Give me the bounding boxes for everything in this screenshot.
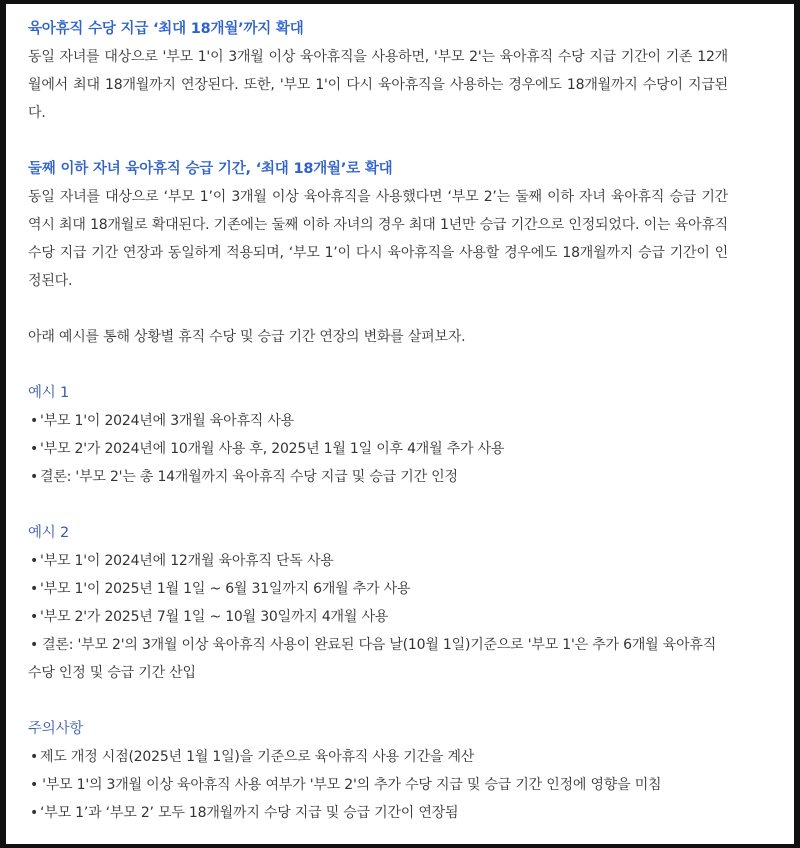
list-item bbox=[28, 575, 728, 603]
list-item bbox=[28, 799, 728, 827]
example-2-heading: 예시 2 bbox=[28, 525, 70, 541]
example-2-list bbox=[28, 547, 728, 687]
list-item bbox=[28, 547, 728, 575]
list-item-text: '부모 2'가 2024년에 10개월 사용 후, 2025년 1월 1일 이후 4개월 추가 사용 bbox=[40, 441, 505, 457]
bullet-icon: • bbox=[30, 749, 39, 765]
spacer bbox=[28, 491, 728, 519]
section-1-paragraph: 동일 자녀를 대상으로 '부모 1'이 3개월 이상 육아휴직을 사용하면, '부모 2'는 육아휴직 수당 지급 기간이 기존 12개월에서 최대 18개월까지 연장된다. 또한, '부모 1'이 다시 육아휴직을 사용하는 경우에도 18개월까지 수당이 지급된다. bbox=[28, 49, 728, 121]
list-item bbox=[28, 771, 728, 799]
spacer bbox=[28, 295, 728, 323]
example-1-heading: 예시 1 bbox=[28, 385, 70, 401]
spacer bbox=[28, 687, 728, 715]
list-item-text: '부모 2'가 2025년 7월 1일 ~ 10월 30일까지 4개월 사용 bbox=[40, 609, 389, 625]
bullet-icon: • bbox=[30, 469, 39, 485]
list-item-text: 결론: '부모 2'는 총 14개월까지 육아휴직 수당 지급 및 승급 기간 인정 bbox=[40, 469, 458, 485]
list-item-text: '부모 1'이 2025년 1월 1일 ~ 6월 31일까지 6개월 추가 사용 bbox=[40, 581, 411, 597]
list-item bbox=[28, 743, 728, 771]
notes-list bbox=[28, 743, 728, 827]
section-2-paragraph: 동일 자녀를 대상으로 ‘부모 1’이 3개월 이상 육아휴직을 사용했다면 ‘부모 2’는 둘째 이하 자녀 육아휴직 승급 기간 역시 최대 18개월로 확대된다. 기존에는 둘째 이하 자녀의 경우 최대 1년만 승급 기간으로 인정되었다. 이는 육아휴직 수당 지급 기간 연장과 동일하게 적용되며, ‘부모 1’이 다시 육아휴직을 사용할 경우에도 18개월까지 승급 기간이 인정된다. bbox=[28, 189, 728, 289]
spacer bbox=[28, 127, 728, 155]
bullet-icon: • bbox=[30, 553, 39, 569]
example-1-list bbox=[28, 407, 728, 491]
list-item-text: '부모 1'이 2024년에 3개월 육아휴직 사용 bbox=[40, 413, 295, 429]
list-item bbox=[28, 435, 728, 463]
bullet-icon: • bbox=[30, 413, 39, 429]
bullet-icon: • bbox=[30, 805, 39, 821]
bullet-icon: • bbox=[30, 637, 39, 653]
list-item bbox=[28, 463, 728, 491]
bullet-icon: • bbox=[30, 777, 39, 793]
section-2-heading: 둘째 이하 자녀 육아휴직 승급 기간, ‘최대 18개월’로 확대 bbox=[28, 161, 393, 177]
list-item-text: 제도 개정 시점(2025년 1월 1일)을 기준으로 육아휴직 사용 기간을 계산 bbox=[40, 749, 475, 765]
list-item-text: '부모 1'이 2024년에 12개월 육아휴직 단독 사용 bbox=[40, 553, 334, 569]
notes-heading: 주의사항 bbox=[28, 721, 84, 737]
spacer bbox=[28, 351, 728, 379]
bullet-icon: • bbox=[30, 609, 39, 625]
bullet-icon: • bbox=[30, 581, 39, 597]
bullet-icon: • bbox=[30, 441, 39, 457]
list-item-text: ‘부모 1’과 ‘부모 2’ 모두 18개월까지 수당 지급 및 승급 기간이 연장됨 bbox=[40, 805, 459, 821]
list-item bbox=[28, 407, 728, 435]
article-body bbox=[28, 15, 728, 827]
list-item-text: 결론: '부모 2'의 3개월 이상 육아휴직 사용이 완료된 다음 날(10월 1일)기준으로 '부모 1'은 추가 6개월 육아휴직 수당 인정 및 승급 기간 산입 bbox=[28, 637, 717, 681]
list-item bbox=[28, 603, 728, 631]
list-item-text: '부모 1'의 3개월 이상 육아휴직 사용 여부가 '부모 2'의 추가 수당 지급 및 승급 기간 인정에 영향을 미침 bbox=[42, 777, 662, 793]
section-1-heading: 육아휴직 수당 지급 ‘최대 18개월’까지 확대 bbox=[28, 21, 304, 37]
list-item bbox=[28, 631, 728, 687]
article-page bbox=[6, 4, 794, 844]
intro-paragraph: 아래 예시를 통해 상황별 휴직 수당 및 승급 기간 연장의 변화를 살펴보자. bbox=[28, 329, 466, 345]
